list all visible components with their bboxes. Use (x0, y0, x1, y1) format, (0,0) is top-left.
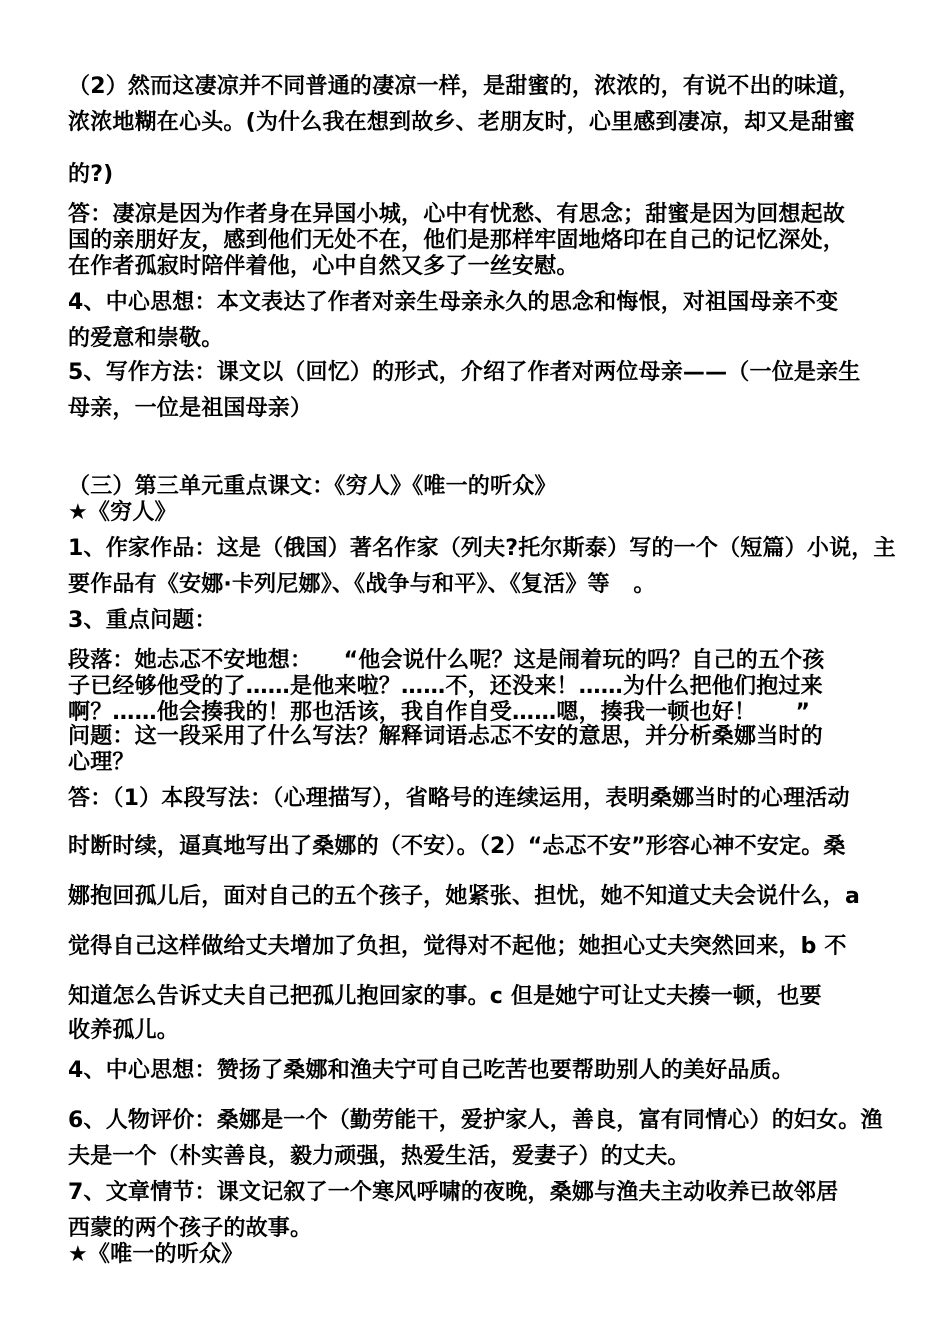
text-line: 段落：她忐忑不安地想： “他会说什么呢？这是闹着玩的吗？自己的五个孩 (68, 648, 825, 673)
text-line: 5、写作方法：课文以（回忆）的形式，介绍了作者对两位母亲——（一位是亲生 (68, 360, 861, 385)
text-line: 啊？……他会揍我的！那也活该，我自作自受……嗯，揍我一顿也好！ ” (68, 700, 811, 725)
text-line: 心理？ (68, 750, 135, 775)
text-line: 4、中心思想：本文表达了作者对亲生母亲永久的思念和悔恨，对祖国母亲不变 (68, 290, 839, 315)
text-line: 3、重点问题： (68, 608, 217, 633)
text-line: 的爱意和崇敬。 (68, 326, 224, 351)
text-line: 答：凄凉是因为作者身在异国小城，心中有忧愁、有思念；甜蜜是因为回想起故 (68, 202, 846, 227)
text-line: 子已经够他受的了……是他来啦？……不，还没来！……为什么把他们抱过来 (68, 674, 823, 699)
subsection-heading: ★《穷人》 (68, 500, 177, 525)
text-line: 西蒙的两个孩子的故事。 (68, 1216, 313, 1241)
text-line: 问题：这一段采用了什么写法？解释词语忐忑不安的意思，并分析桑娜当时的 (68, 724, 823, 749)
text-line: 知道怎么告诉丈夫自己把孤儿抱回家的事。c 但是她宁可让丈夫揍一顿，也要 (68, 984, 822, 1009)
text-line: 夫是一个（朴实善良，毅力顽强，热爱生活，爱妻子）的丈夫。 (68, 1144, 690, 1169)
text-line: 的?) (68, 162, 114, 187)
text-line: （2）然而这凄凉并不同普通的凄凉一样，是甜蜜的，浓浓的，有说不出的味道， (68, 74, 861, 99)
text-line: 6、人物评价：桑娜是一个（勤劳能干，爱护家人，善良，富有同情心）的妇女。渔 (68, 1108, 883, 1133)
subsection-heading: ★《唯一的听众》 (68, 1242, 244, 1267)
text-line: 觉得自己这样做给丈夫增加了负担，觉得对不起他；她担心丈夫突然回来，b 不 (68, 934, 847, 959)
text-line: 时断时续，逼真地写出了桑娜的（不安）。（2）“忐忑不安”形容心神不安定。桑 (68, 834, 846, 859)
text-line: 答：（1）本段写法：（心理描写），省略号的连续运用，表明桑娜当时的心理活动 (68, 786, 850, 811)
text-line: 国的亲朋好友，感到他们无处不在，他们是那样牢固地烙印在自己的记忆深处， (68, 228, 846, 253)
text-line: 要作品有《安娜·卡列尼娜》、《战争与和平》、《复活》等 。 (68, 572, 656, 597)
text-line: 浓浓地糊在心头。(为什么我在想到故乡、老朋友时，心里感到凄凉，却又是甜蜜 (68, 110, 856, 135)
text-line: 娜抱回孤儿后，面对自己的五个孩子，她紧张、担忧，她不知道丈夫会说什么，a (68, 884, 861, 909)
text-line: 1、作家作品：这是（俄国）著名作家（列夫?托尔斯泰）写的一个（短篇）小说，主 (68, 536, 896, 561)
text-line: 4、中心思想：赞扬了桑娜和渔夫宁可自己吃苦也要帮助别人的美好品质。 (68, 1058, 794, 1083)
text-line: 收养孤儿。 (68, 1018, 180, 1043)
text-line: 在作者孤寂时陪伴着他，心中自然又多了一丝安慰。 (68, 254, 579, 279)
section-heading: （三）第三单元重点课文：《穷人》《唯一的听众》 (68, 474, 557, 499)
text-line: 母亲，一位是祖国母亲） (68, 396, 313, 421)
text-line: 7、文章情节：课文记叙了一个寒风呼啸的夜晚，桑娜与渔夫主动收养已故邻居 (68, 1180, 839, 1205)
